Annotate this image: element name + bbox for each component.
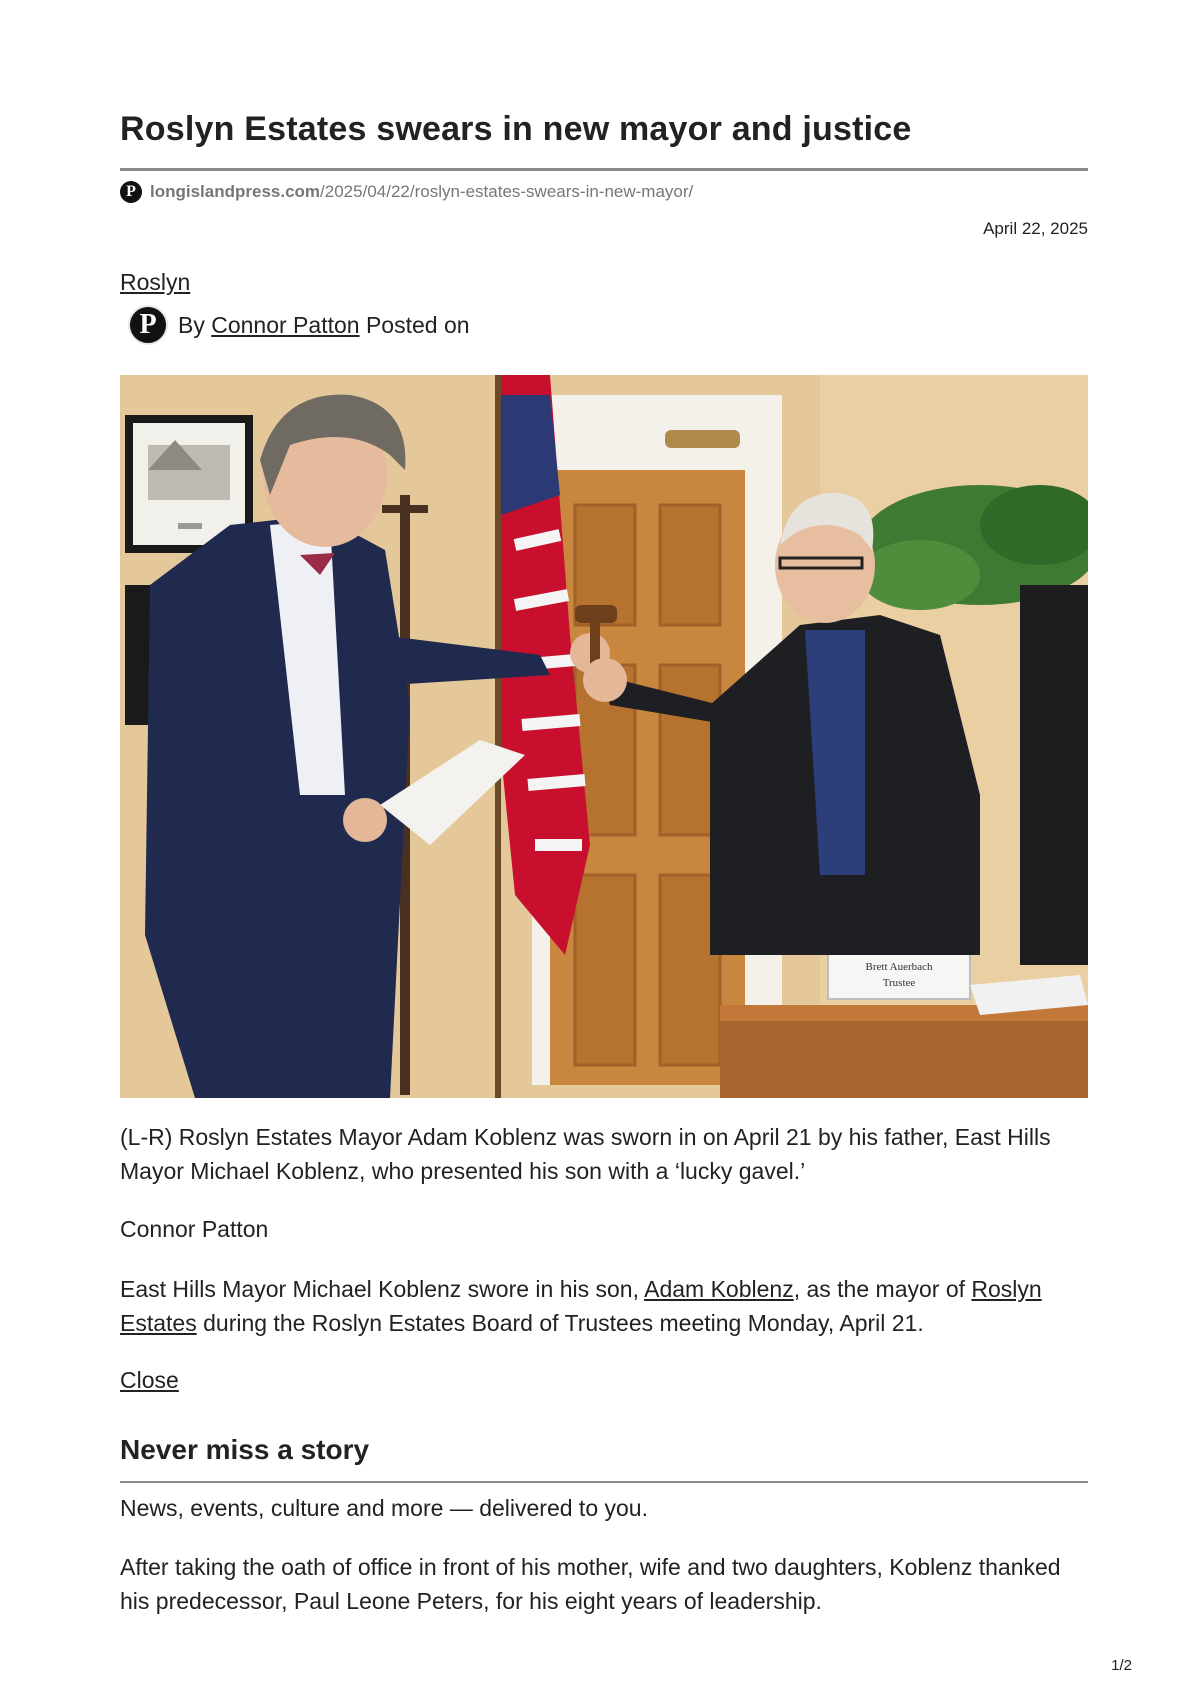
article-date: April 22, 2025	[983, 219, 1088, 238]
promo-text: News, events, culture and more — delivered to you.	[120, 1495, 648, 1521]
source-url[interactable]	[120, 180, 693, 204]
byline-suffix: Posted on	[359, 311, 470, 338]
adam-koblenz-link[interactable]: Adam Koblenz	[644, 1276, 794, 1302]
photo-credit: Connor Patton	[120, 1216, 269, 1242]
site-logo-icon: P	[120, 181, 142, 203]
author-avatar-icon: P	[128, 305, 168, 345]
body-paragraph-1	[120, 1272, 1088, 1340]
roslyn-estates-link[interactable]: Roslyn Estates	[120, 1276, 1042, 1336]
title-divider	[120, 168, 1088, 171]
para1-middle: , as the mayor of	[793, 1276, 972, 1302]
nameplate-line1: Brett Auerbach	[865, 961, 933, 973]
body-paragraph-2: After taking the oath of office in front of his mother, wife and two daughters, Koblenz thanked his predecessor, Paul Leone Peters, for his eight years of leadership.	[120, 1554, 1061, 1614]
para1-after: during the Roslyn Estates Board of Trustees meeting Monday, April 21.	[196, 1310, 924, 1336]
author-link[interactable]: Connor Patton	[211, 311, 360, 338]
byline-prefix: By	[178, 311, 212, 338]
article-photo	[120, 375, 1088, 1098]
source-domain: longislandpress.com	[150, 182, 321, 201]
promo-heading: Never miss a story	[120, 1434, 370, 1465]
promo-divider	[120, 1481, 1088, 1483]
article-title: Roslyn Estates swears in new mayor and justice	[120, 110, 912, 148]
source-path: /2025/04/22/roslyn-estates-swears-in-new-mayor/	[320, 182, 694, 201]
close-link[interactable]: Close	[120, 1367, 179, 1393]
page-number: 1/2	[1111, 1657, 1132, 1674]
byline	[128, 304, 470, 346]
category-link[interactable]: Roslyn	[120, 269, 191, 295]
para1-before: East Hills Mayor Michael Koblenz swore in his son,	[120, 1276, 645, 1302]
nameplate-line2: Trustee	[882, 977, 916, 989]
photo-caption: (L-R) Roslyn Estates Mayor Adam Koblenz was sworn in on April 21 by his father, East Hills Mayor Michael Koblenz, who presented his son with a ‘lucky gavel.’	[120, 1124, 1051, 1184]
